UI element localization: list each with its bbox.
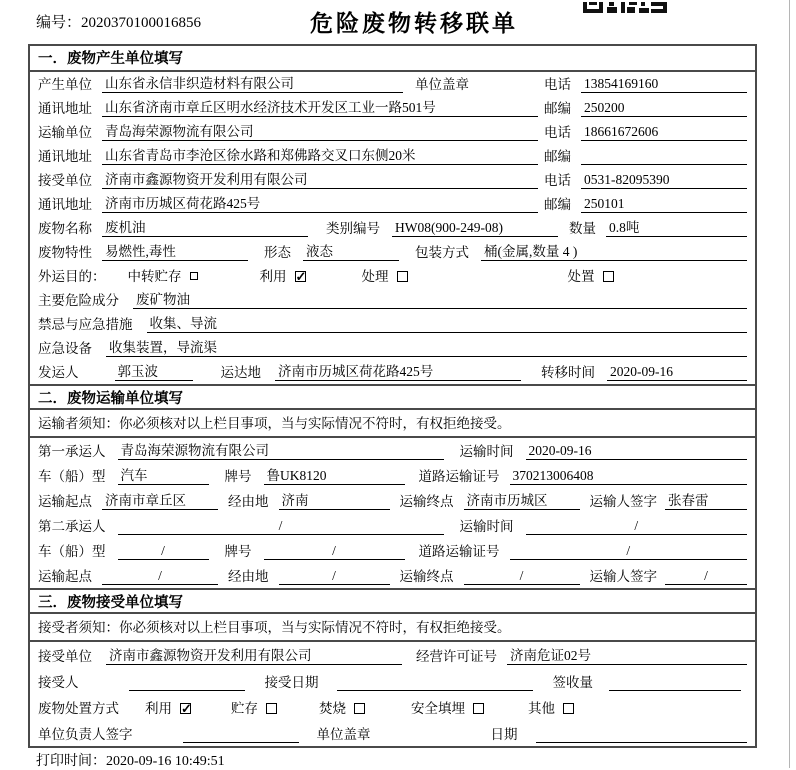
row-second-route — [30, 563, 755, 588]
phone-label: 电话 — [544, 125, 571, 140]
transport-time-label: 运输时间 — [459, 444, 514, 459]
traits-value: 易燃性,毒性 — [102, 243, 248, 261]
packaging-label: 包装方式 — [415, 245, 469, 260]
row-transfer-purpose — [30, 264, 755, 288]
document-number-value: 2020370100016856 — [81, 15, 202, 31]
carrier-signature-value: / — [665, 567, 747, 585]
checkbox-box — [563, 703, 574, 714]
section-transporter — [30, 384, 755, 588]
vehicle-type-label: 车（船）型 — [38, 469, 106, 484]
plate-value: 鲁UK8120 — [264, 467, 405, 485]
carrier-signature-label: 运输人签字 — [589, 494, 657, 509]
transporter-label: 运输单位 — [38, 125, 92, 140]
section-receiver — [30, 588, 755, 746]
form-label: 形态 — [264, 245, 291, 260]
row-producer-address — [30, 96, 755, 120]
first-carrier-label: 第一承运人 — [38, 444, 106, 459]
permit-label: 经营许可证号 — [416, 649, 497, 664]
quantity-label: 数量 — [569, 221, 596, 236]
print-time-label: 打印时间： — [36, 754, 106, 769]
producer-value: 山东省永信非织造材料有限公司 — [102, 75, 403, 93]
print-time-value: 2020-09-16 10:49:51 — [106, 754, 225, 769]
checkbox-utilize — [145, 700, 191, 717]
checkbox-label: 利用 — [145, 701, 172, 716]
waste-name-label: 废物名称 — [38, 221, 92, 236]
producer-phone-group — [544, 75, 747, 93]
transfer-time-label: 转移时间 — [541, 365, 595, 380]
checkbox-incinerate — [319, 700, 365, 717]
print-time — [36, 750, 225, 770]
row-hazard-component — [30, 288, 755, 312]
receiver-label: 接受单位 — [38, 173, 92, 188]
received-amount-value — [609, 690, 741, 691]
address-label: 通讯地址 — [38, 101, 92, 116]
via-value: 济南 — [279, 492, 390, 510]
document-number — [36, 11, 201, 32]
date-label: 日期 — [490, 727, 518, 742]
phone-label: 电话 — [544, 173, 571, 188]
row-first-vehicle — [30, 463, 755, 488]
qr-code-icon — [583, 0, 667, 18]
purpose-label: 外运目的： — [38, 269, 106, 284]
receiving-unit-value: 济南市鑫源物资开发利用有限公司 — [106, 647, 402, 665]
checkbox-store — [231, 700, 277, 717]
row-second-vehicle — [30, 538, 755, 563]
checkbox-dispose — [568, 268, 614, 285]
checkbox-utilize — [260, 268, 306, 285]
receiving-unit-label: 接受单位 — [38, 649, 92, 664]
plate-label: 牌号 — [224, 544, 252, 559]
row-signoff — [30, 720, 755, 746]
receiver-zip-group — [544, 195, 747, 213]
carrier-signature-label: 运输人签字 — [589, 569, 657, 584]
recipient-label: 接受人 — [38, 675, 79, 690]
receiver-value: 济南市鑫源物资开发利用有限公司 — [102, 171, 538, 189]
waste-name-value: 废机油 — [102, 219, 308, 237]
road-license-value: / — [510, 542, 748, 560]
equipment-label: 应急设备 — [38, 341, 92, 356]
row-recipient — [30, 668, 755, 694]
via-label: 经由地 — [228, 494, 269, 509]
manager-signature-label: 单位负责人签字 — [38, 727, 133, 742]
unit-seal-label: 单位盖章 — [415, 77, 469, 92]
manager-signature-value — [183, 742, 299, 743]
road-license-label: 道路运输证号 — [418, 544, 500, 559]
recipient-value — [129, 690, 245, 691]
first-carrier-value: 青岛海荣源物流有限公司 — [118, 442, 444, 460]
checkbox-label: 中转贮存 — [127, 269, 182, 284]
row-second-carrier — [30, 513, 755, 538]
road-license-value: 370213006408 — [510, 467, 748, 485]
transporter-notice: 运输者须知：你必须核对以上栏目事项，当与实际情况不符时，有权拒绝接受。 — [30, 410, 755, 438]
checkbox-label: 贮存 — [231, 701, 258, 716]
terminus-label: 运输终点 — [399, 569, 454, 584]
origin-value: / — [102, 567, 218, 585]
transporter-zip-value — [581, 164, 747, 165]
row-disposal-method — [30, 694, 755, 720]
row-receiver — [30, 168, 755, 192]
vehicle-type-value: / — [118, 542, 209, 560]
checkbox-box — [397, 271, 408, 282]
transport-time-value: / — [526, 517, 748, 535]
second-carrier-label: 第二承运人 — [38, 519, 106, 534]
producer-zip-group — [544, 99, 747, 117]
row-receiver-address — [30, 192, 755, 216]
vehicle-type-value: 汽车 — [118, 467, 209, 485]
transport-time-label: 运输时间 — [459, 519, 514, 534]
destination-label: 运达地 — [220, 365, 261, 380]
checkbox-label: 处理 — [361, 269, 389, 284]
row-emergency-equipment — [30, 336, 755, 360]
received-amount-label: 签收量 — [552, 675, 593, 690]
transporter-phone-value: 18661672606 — [581, 123, 747, 141]
row-dispatch — [30, 360, 755, 384]
checkbox-box: ✓ — [295, 269, 307, 284]
row-waste-name — [30, 216, 755, 240]
checkbox-other — [528, 700, 574, 717]
receiver-notice: 接受者须知：你必须核对以上栏目事项，当与实际情况不符时，有权拒绝接受。 — [30, 614, 755, 642]
plate-value: / — [264, 542, 405, 560]
transporter-zip-group — [544, 148, 747, 165]
address-label: 通讯地址 — [38, 197, 92, 212]
category-label: 类别编号 — [326, 221, 380, 236]
phone-label: 电话 — [544, 77, 571, 92]
quantity-value: 0.8吨 — [606, 219, 747, 237]
producer-phone-value: 13854169160 — [581, 75, 747, 93]
category-value: HW08(900-249-08) — [392, 219, 558, 237]
row-waste-traits — [30, 240, 755, 264]
section3-title: 三．废物接受单位填写 — [30, 588, 755, 614]
row-first-carrier — [30, 438, 755, 463]
checkbox-box — [190, 272, 198, 280]
receiver-phone-value: 0531-82095390 — [581, 171, 747, 189]
unit-seal-label: 单位盖章 — [316, 727, 371, 742]
transport-time-value: 2020-09-16 — [526, 442, 748, 460]
checkbox-label: 安全填埋 — [411, 701, 465, 716]
origin-value: 济南市章丘区 — [102, 492, 218, 510]
checkbox-label: 利用 — [259, 269, 287, 284]
section2-title: 二．废物运输单位填写 — [30, 384, 755, 410]
plate-label: 牌号 — [224, 469, 252, 484]
page-edge-divider — [789, 0, 790, 768]
carrier-signature-value: 张春雷 — [665, 492, 747, 510]
row-emergency-measures — [30, 312, 755, 336]
checkbox-label: 其他 — [528, 701, 555, 716]
checkbox-label: 焚烧 — [319, 701, 346, 716]
producer-label: 产生单位 — [38, 77, 92, 92]
consignor-value: 郭玉波 — [115, 363, 193, 381]
form-value: 液态 — [303, 243, 399, 261]
checkbox-label: 处置 — [567, 269, 595, 284]
document-number-label: 编号： — [36, 15, 82, 31]
via-label: 经由地 — [228, 569, 269, 584]
consignor-label: 发运人 — [38, 365, 79, 380]
road-license-label: 道路运输证号 — [418, 469, 500, 484]
terminus-value: 济南市历城区 — [464, 492, 580, 510]
zip-label: 邮编 — [544, 197, 571, 212]
zip-label: 邮编 — [544, 101, 571, 116]
transporter-phone-group — [544, 123, 747, 141]
checkbox-treat — [362, 268, 408, 285]
second-carrier-value: / — [118, 517, 444, 535]
section1-title: 一．废物产生单位填写 — [30, 46, 755, 72]
transporter-value: 青岛海荣源物流有限公司 — [102, 123, 538, 141]
via-value: / — [279, 567, 390, 585]
receiver-zip-value: 250101 — [581, 195, 747, 213]
receiver-phone-group — [544, 171, 747, 189]
checkbox-box — [354, 703, 365, 714]
packaging-value: 桶(金属,数量 4 ) — [481, 243, 747, 261]
date-value — [536, 742, 748, 743]
traits-label: 废物特性 — [38, 245, 92, 260]
producer-address-value: 山东省济南市章丘区明水经济技术开发区工业一路501号 — [102, 99, 538, 117]
checkbox-landfill — [411, 700, 484, 717]
address-label: 通讯地址 — [38, 149, 92, 164]
emergency-label: 禁忌与应急措施 — [38, 317, 133, 332]
hazard-label: 主要危险成分 — [38, 293, 119, 308]
checkbox-box — [266, 703, 277, 714]
page-title: 危险废物转移联单 — [310, 11, 518, 36]
receive-date-value — [337, 690, 533, 691]
row-transporter-address — [30, 144, 755, 168]
origin-label: 运输起点 — [38, 494, 92, 509]
row-receiving-unit — [30, 642, 755, 668]
checkbox-box — [603, 271, 614, 282]
quantity-group — [569, 219, 747, 237]
transfer-time-value: 2020-09-16 — [607, 363, 747, 381]
vehicle-type-label: 车（船）型 — [38, 544, 106, 559]
checkbox-box: ✓ — [181, 701, 192, 716]
zip-label: 邮编 — [544, 149, 571, 164]
hazard-value: 废矿物油 — [133, 291, 747, 309]
checkbox-transfer-storage — [128, 268, 198, 285]
row-first-route — [30, 488, 755, 513]
checkbox-box — [473, 703, 484, 714]
disposal-method-label: 废物处置方式 — [38, 701, 119, 716]
row-transporter — [30, 120, 755, 144]
emergency-value: 收集、导流 — [147, 315, 748, 333]
receive-date-label: 接受日期 — [264, 675, 319, 690]
permit-value: 济南危证02号 — [507, 647, 747, 665]
terminus-label: 运输终点 — [399, 494, 454, 509]
manifest-form — [28, 44, 757, 748]
destination-value: 济南市历城区荷花路425号 — [275, 363, 521, 381]
equipment-value: 收集装置，导流渠 — [106, 339, 747, 357]
row-producer — [30, 72, 755, 96]
producer-zip-value: 250200 — [581, 99, 747, 117]
section-generator — [30, 46, 755, 384]
origin-label: 运输起点 — [38, 569, 92, 584]
transporter-address-value: 山东省青岛市李沧区徐水路和郑佛路交叉口东侧20米 — [102, 147, 538, 165]
terminus-value: / — [464, 567, 580, 585]
receiver-address-value: 济南市历城区荷花路425号 — [102, 195, 538, 213]
